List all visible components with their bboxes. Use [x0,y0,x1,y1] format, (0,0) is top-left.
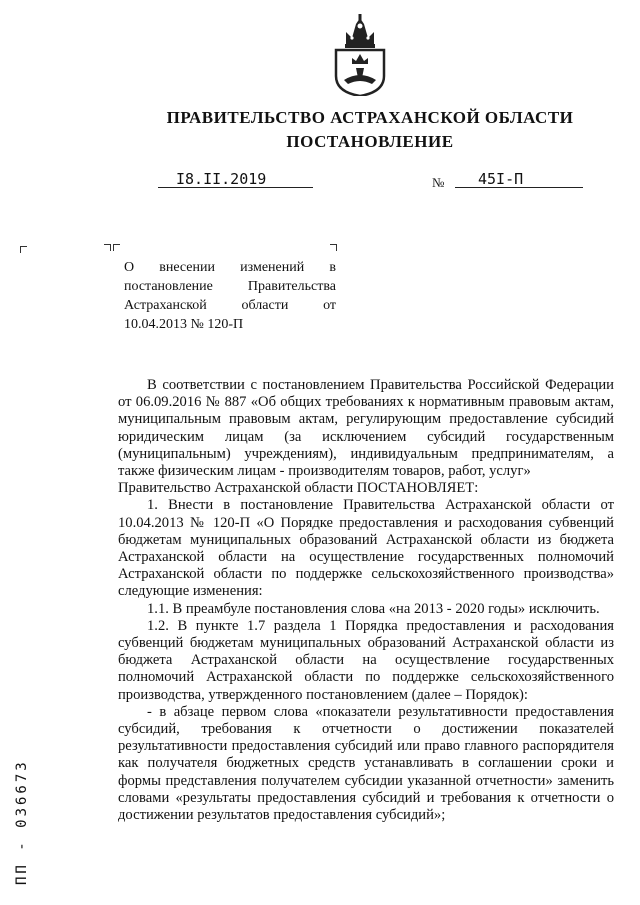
corner-mark-subject-left-2 [113,244,120,251]
document-number: 45I-П [478,170,524,188]
item-1-2-paragraph: 1.2. В пункте 1.7 раздела 1 Порядка предоставления и расходования субвенций бюджетам муниципальных образований Астраханской области из бюджета Астраханской области на осуществление государственных полномочий Астраханской области по поддержке сельскохозяйственного производства, утвержденного постановлением (далее – Порядок): [118,617,614,703]
corner-mark-subject-right [330,244,337,251]
number-underline [455,187,583,188]
corner-mark-left [20,246,27,253]
item-1-paragraph: 1. Внести в постановление Правительства Астраханской области от 10.04.2013 № 120-П «О Порядке предоставления и расходования субвенций бюджетам муниципальных образований Астраханской области из бюджета Астраханской области на осуществление государственных полномочий Астраханской области по поддержке сельскохозяйственного производства» следующие изменения: [118,497,614,600]
item-1-2-a-paragraph: - в абзаце первом слова «показатели результативности предоставления субсидий, требования к отчетности о достижении показателей результативности предоставления субсидий или право главного распорядителя как получателя бюджетных средств устанавливать в соглашении сроки и формы представления получателем субсидии указанной отчетности» заменить словами «результаты предоставления субсидий и требования к отчетности о достижении результатов предоставления субсидий»; [118,703,614,824]
document-type: ПОСТАНОВЛЕНИЕ [286,132,454,151]
preamble-paragraph: В соответствии с постановлением Правительства Российской Федерации от 06.09.2016 № 887 «Об общих требованиях к нормативным правовым актам, муниципальным правовым актам, регулирующим предоставление субсидий юридическим лицам (за исключением субсидий государственным (муниципальным) учреждениям), индивидуальным предпринимателям, а также физическим лицам - производителям товаров, работ, услуг» [118,377,614,480]
number-sign: № [432,175,445,190]
corner-mark-subject-left [104,244,111,251]
document-body [118,377,614,824]
government-name: ПРАВИТЕЛЬСТВО АСТРАХАНСКОЙ ОБЛАСТИ [166,108,574,127]
coat-of-arms-emblem [332,14,388,96]
decree-paragraph: Правительство Астраханской области ПОСТАНОВЛЯЕТ: [118,480,479,497]
item-1-1-paragraph: 1.1. В преамбуле постановления слова «на 2013 - 2020 годы» исключить. [147,600,600,617]
date-underline [158,187,313,188]
document-subject: О внесении изменений в постановление Правительства Астраханской области от 10.04.2013 № 120-П [124,260,336,332]
serial-number: ПП - 036673 [14,759,30,885]
document-date: I8.II.2019 [176,170,267,188]
